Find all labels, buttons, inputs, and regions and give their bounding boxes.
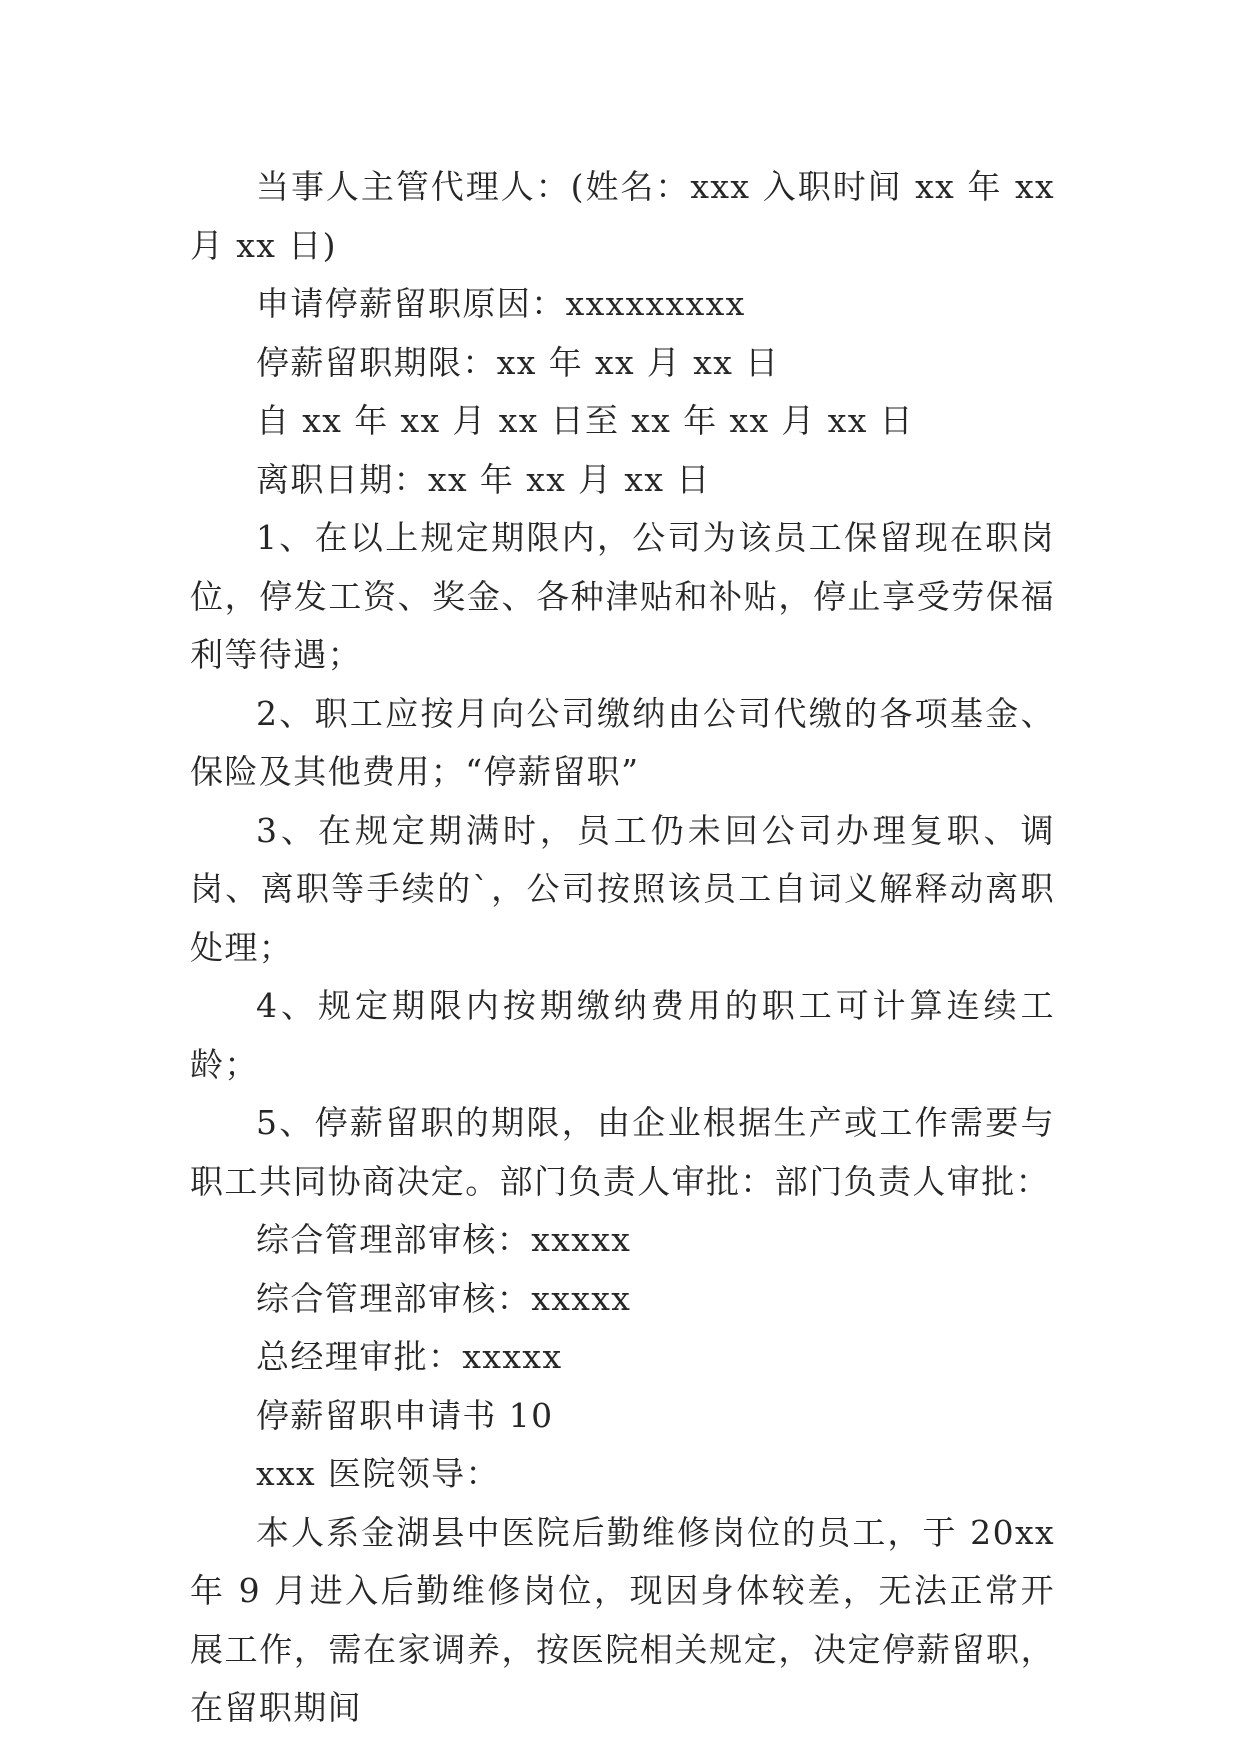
paragraph-salutation: xxx 医院领导： — [256, 1454, 500, 1493]
paragraph-clause-4: 4、规定期限内按期缴纳费用的职工可计算连续工龄； — [190, 986, 1055, 1084]
paragraph-leave-date: 离职日期：xx 年 xx 月 xx 日 — [256, 459, 711, 499]
paragraph-body-text: 本人系金湖县中医院后勤维修岗位的员工，于 20xx 年 9 月进入后勤维修岗位，现因身体较差，无法正常开展工作，需在家调养，按医院相关规定，决定停薪留职，在留职期间 — [190, 1512, 1055, 1727]
paragraph-agent-info: 当事人主管代理人：(姓名：xxx 入职时间 xx 年 xx 月 xx 日) — [190, 167, 1055, 265]
paragraph-date-range: 自 xx 年 xx 月 xx 日至 xx 年 xx 月 xx 日 — [256, 401, 915, 440]
paragraph-clause-5: 5、停薪留职的期限，由企业根据生产或工作需要与职工共同协商决定。部门负责人审批：部门负责人审批： — [190, 1103, 1055, 1201]
paragraph-review-1: 综合管理部审核：xxxxx — [256, 1220, 632, 1259]
paragraph-reason: 申请停薪留职原因：xxxxxxxxx — [256, 284, 746, 323]
paragraph-section-heading: 停薪留职申请书 10 — [256, 1395, 554, 1435]
paragraph-review-2: 综合管理部审核：xxxxx — [256, 1278, 632, 1318]
paragraph-period: 停薪留职期限：xx 年 xx 月 xx 日 — [256, 342, 780, 382]
paragraph-clause-2: 2、职工应按月向公司缴纳由公司代缴的各项基金、保险及其他费用；“停薪留职” — [190, 693, 1055, 791]
paragraph-gm-approval: 总经理审批：xxxxx — [256, 1337, 563, 1376]
paragraph-clause-3: 3、在规定期满时，员工仍未回公司办理复职、调岗、离职等手续的`，公司按照该员工自词义解释动离职处理； — [190, 810, 1055, 967]
paragraph-clause-1: 1、在以上规定期限内，公司为该员工保留现在职岗位，停发工资、奖金、各种津贴和补贴，停止享受劳保福利等待遇； — [190, 518, 1055, 674]
document-body — [190, 158, 1055, 1738]
